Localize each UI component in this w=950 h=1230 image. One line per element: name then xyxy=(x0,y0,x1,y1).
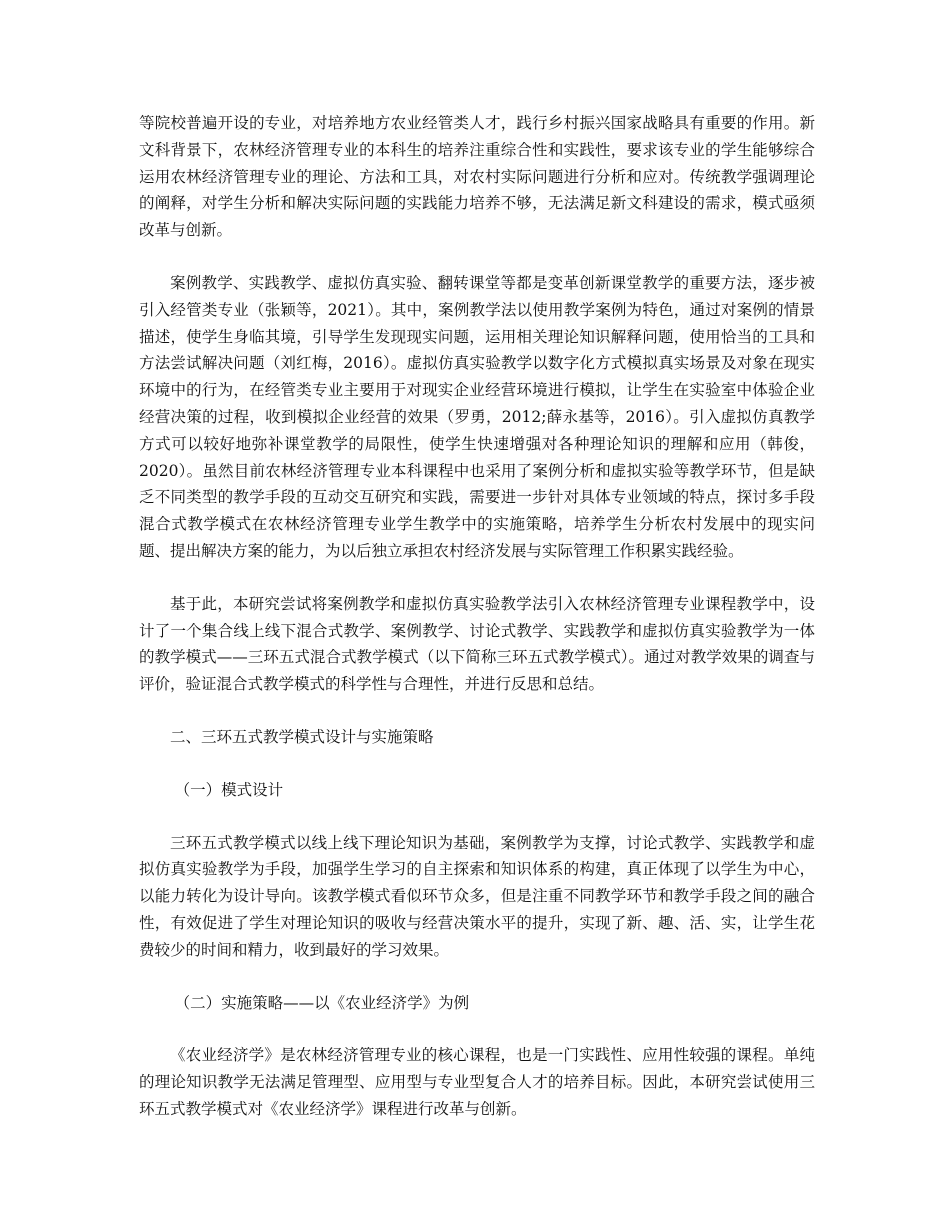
document-body xyxy=(139,110,815,1149)
subsection-heading-model-design: （一）模式设计 xyxy=(174,780,284,799)
paragraph-model-design: 三环五式教学模式以线上线下理论知识为基础，案例教学为支撑，讨论式教学、实践教学和虚拟仿真实验教学为手段，加强学生学习的自主探索和知识体系的构建，真正体现了以学生为中心，以能力转化为设计导向。该教学模式看似环节众多，但是注重不同教学环节和教学手段之间的融合性，有效促进了学生对理论知识的吸收与经营决策水平的提升，实现了新、趣、活、实，让学生花费较少的时间和精力，收到最好的学习效果。 xyxy=(139,833,815,959)
section-heading: 二、三环五式教学模式设计与实施策略 xyxy=(170,727,434,746)
paragraph-teaching-methods: 案例教学、实践教学、虚拟仿真实验、翻转课堂等都是变革创新课堂教学的重要方法，逐步被引入经管类专业（张颖等，2021）。其中，案例教学法以使用教学案例为特色，通过对案例的情景描述，使学生身临其境，引导学生发现现实问题，运用相关理论知识解释问题，使用恰当的工具和方法尝试解决问题（刘红梅，2016）。虚拟仿真实验教学以数字化方式模拟真实场景及对象在现实环境中的行为，在经管类专业主要用于对现实企业经营环境进行模拟，让学生在实验室中体验企业经营决策的过程，收到模拟企业经营的效果（罗勇，2012;薛永基等，2016）。引入虚拟仿真教学方式可以较好地弥补课堂教学的局限性，使学生快速增强对各种理论知识的理解和应用（韩俊，2020）。虽然目前农林经济管理专业本科课程中也采用了案例分析和虚拟实验等教学环节，但是缺乏不同类型的教学手段的互动交互研究和实践，需要进一步针对具体专业领域的特点，探讨多手段混合式教学模式在农林经济管理专业学生教学中的实施策略，培养学生分析农村发展中的现实问题、提出解决方案的能力，为以后独立承担农村经济发展与实际管理工作积累实践经验。 xyxy=(139,273,815,560)
subsection-heading-strategy: （二）实施策略——以《农业经济学》为例 xyxy=(174,993,470,1012)
paragraph-continuation: 等院校普遍开设的专业，对培养地方农业经管类人才，践行乡村振兴国家战略具有重要的作用。新文科背景下，农林经济管理专业的本科生的培养注重综合性和实践性，要求该专业的学生能够综合运用农林经济管理专业的理论、方法和工具，对农村实际问题进行分析和应对。传统教学强调理论的阐释，对学生分析和解决实际问题的实践能力培养不够，无法满足新文科建设的需求，模式亟须改革与创新。 xyxy=(139,114,815,240)
paragraph-strategy: 《农业经济学》是农林经济管理专业的核心课程，也是一门实践性、应用性较强的课程。单纯的理论知识教学无法满足管理型、应用型与专业型复合人才的培养目标。因此，本研究尝试使用三环五式教学模式对《农业经济学》课程进行改革与创新。 xyxy=(139,1046,815,1118)
paragraph-research-design: 基于此，本研究尝试将案例教学和虚拟仿真实验教学法引入农林经济管理专业课程教学中，设计了一个集合线上线下混合式教学、案例教学、讨论式教学、实践教学和虚拟仿真实验教学为一体的教学模式——三环五式混合式教学模式（以下简称三环五式教学模式）。通过对教学效果的调查与评价，验证混合式教学模式的科学性与合理性，并进行反思和总结。 xyxy=(139,594,815,694)
